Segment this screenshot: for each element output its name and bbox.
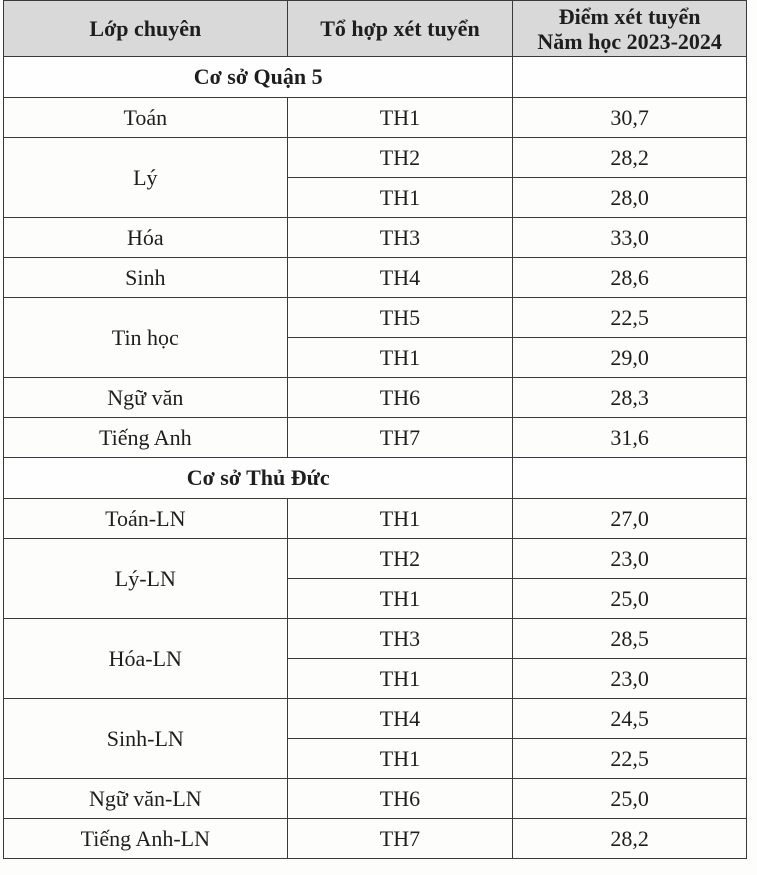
class-cell: Hóa-LN (4, 619, 288, 699)
class-cell: Lý (4, 138, 288, 218)
score-cell: 33,0 (513, 218, 747, 258)
table-row (4, 819, 747, 859)
combo-cell: TH1 (287, 579, 513, 619)
combo-cell: TH1 (287, 739, 513, 779)
score-cell: 23,0 (513, 539, 747, 579)
combo-cell: TH7 (287, 418, 513, 458)
score-cell: 31,6 (513, 418, 747, 458)
combo-cell: TH1 (287, 338, 513, 378)
class-cell: Sinh-LN (4, 699, 288, 779)
score-cell: 28,5 (513, 619, 747, 659)
table-row (4, 378, 747, 418)
combo-cell: TH6 (287, 378, 513, 418)
score-cell: 30,7 (513, 98, 747, 138)
section-title: Cơ sở Quận 5 (4, 57, 513, 98)
header-score-line1: Điểm xét tuyển (558, 3, 701, 29)
header-score-line2: Năm học 2023-2024 (537, 28, 722, 54)
combo-cell: TH4 (287, 258, 513, 298)
table-row (4, 418, 747, 458)
score-cell: 28,6 (513, 258, 747, 298)
table-row (4, 98, 747, 138)
score-cell: 22,5 (513, 739, 747, 779)
combo-cell: TH1 (287, 178, 513, 218)
section-row-thuduc (4, 458, 747, 499)
score-cell: 28,2 (513, 819, 747, 859)
combo-cell: TH4 (287, 699, 513, 739)
score-cell: 27,0 (513, 499, 747, 539)
combo-cell: TH7 (287, 819, 513, 859)
table-row (4, 218, 747, 258)
combo-cell: TH3 (287, 619, 513, 659)
header-combination: Tổ hợp xét tuyển (287, 1, 513, 57)
section-empty-cell (513, 57, 747, 98)
combo-cell: TH1 (287, 659, 513, 699)
class-cell: Hóa (4, 218, 288, 258)
score-cell: 28,3 (513, 378, 747, 418)
class-cell: Ngữ văn-LN (4, 779, 288, 819)
class-cell: Tiếng Anh-LN (4, 819, 288, 859)
table-row (4, 298, 747, 338)
combo-cell: TH3 (287, 218, 513, 258)
table-row (4, 779, 747, 819)
score-cell: 22,5 (513, 298, 747, 338)
combo-cell: TH2 (287, 138, 513, 178)
score-cell: 25,0 (513, 779, 747, 819)
score-cell: 28,0 (513, 178, 747, 218)
score-cell: 28,2 (513, 138, 747, 178)
table-row (4, 699, 747, 739)
table-row (4, 258, 747, 298)
combo-cell: TH1 (287, 499, 513, 539)
table-row (4, 539, 747, 579)
class-cell: Tin học (4, 298, 288, 378)
section-empty-cell (513, 458, 747, 499)
class-cell: Lý-LN (4, 539, 288, 619)
score-cell: 24,5 (513, 699, 747, 739)
section-row-quan5 (4, 57, 747, 98)
admission-score-table (3, 0, 747, 859)
combo-cell: TH6 (287, 779, 513, 819)
class-cell: Toán (4, 98, 288, 138)
class-cell: Tiếng Anh (4, 418, 288, 458)
combo-cell: TH5 (287, 298, 513, 338)
table-row (4, 138, 747, 178)
class-cell: Toán-LN (4, 499, 288, 539)
class-cell: Ngữ văn (4, 378, 288, 418)
section-title: Cơ sở Thủ Đức (4, 458, 513, 499)
score-cell: 23,0 (513, 659, 747, 699)
table-row (4, 619, 747, 659)
score-cell: 29,0 (513, 338, 747, 378)
class-cell: Sinh (4, 258, 288, 298)
combo-cell: TH1 (287, 98, 513, 138)
combo-cell: TH2 (287, 539, 513, 579)
header-class: Lớp chuyên (4, 1, 288, 57)
score-cell: 25,0 (513, 579, 747, 619)
header-row (4, 1, 747, 57)
header-score (513, 1, 747, 57)
table-row (4, 499, 747, 539)
